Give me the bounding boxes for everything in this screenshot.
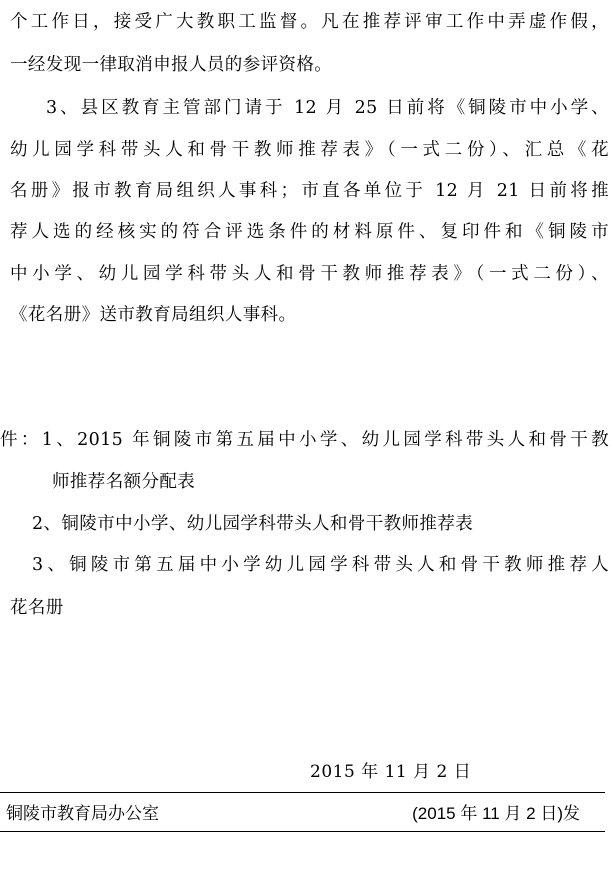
attachment-item-1: 件：1、2015 年铜陵市第五届中小学、幼儿园学科带头人和骨干教 [0, 430, 609, 450]
footer-bottom-rule [0, 831, 605, 832]
body-line-1: 个工作日，接受广大教职工监督。凡在推荐评审工作中弄虚作假， [10, 12, 609, 32]
footer-issuer: 铜陵市教育局办公室 [6, 804, 159, 823]
footer-top-rule [0, 792, 605, 793]
body-line-5: 名册》报市教育局组织人事科；市直各单位于 12 月 21 日前将推 [10, 181, 609, 201]
signature-date: 2015 年 11 月 2 日 [310, 762, 472, 782]
footer-issue-date: (2015 年 11 月 2 日)发 [412, 804, 580, 823]
attachment-item-3: 3、铜陵市第五届中小学幼儿园学科带头人和骨干教师推荐人 [32, 555, 609, 575]
attachment-item-2: 2、铜陵市中小学、幼儿园学科带头人和骨干教师推荐表 [32, 514, 474, 534]
attachment-item-3-continued: 花名册 [10, 598, 64, 618]
body-line-4: 幼儿园学科带头人和骨干教师推荐表》（一式二份）、汇总《花 [10, 140, 609, 160]
body-line-2: 一经发现一律取消申报人员的参评资格。 [10, 55, 333, 75]
body-line-6: 荐人选的经核实的符合评选条件的材料原件、复印件和《铜陵市 [10, 222, 609, 242]
body-line-8: 《花名册》送市教育局组织人事科。 [10, 305, 297, 325]
body-line-3: 3、县区教育主管部门请于 12 月 25 日前将《铜陵市中小学、 [46, 98, 609, 118]
body-line-7: 中小学、幼儿园学科带头人和骨干教师推荐表》（一式二份）、 [10, 264, 609, 284]
attachment-item-1-continued: 师推荐名额分配表 [52, 472, 196, 492]
